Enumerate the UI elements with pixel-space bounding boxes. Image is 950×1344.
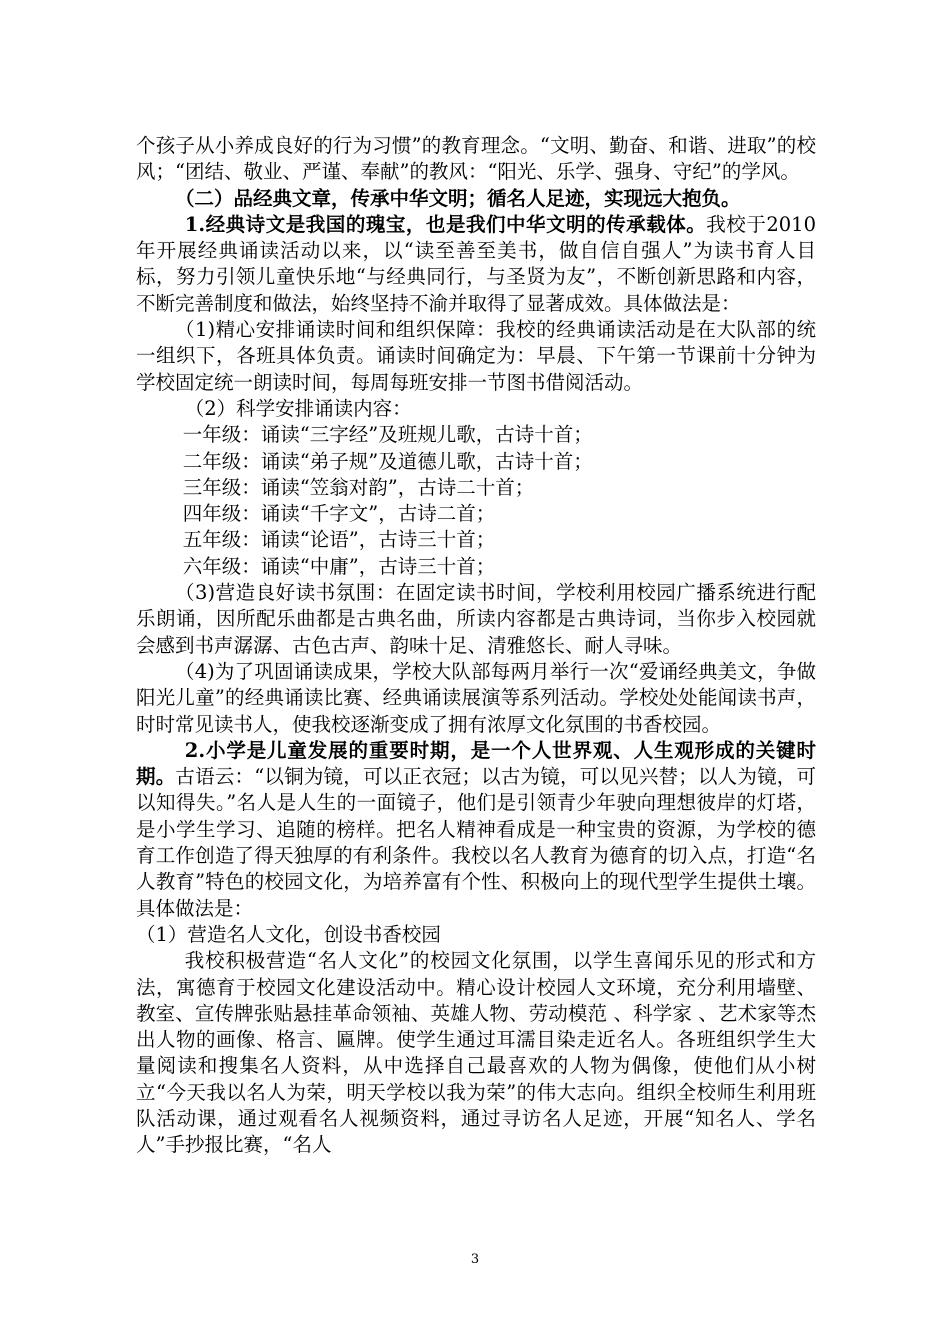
item-3: （3)营造良好读书氛围：在固定读书时间，学校利用校园广播系统进行配乐朗诵，因所配乐曲都是古典名曲，所读内容都是古典诗词，当你步入校园就会感到书声潺潺、古色古声、韵味十足、清雅悠长、耐人寻味。 <box>136 581 816 657</box>
grade-line-5: 五年级：诵读“论语”，古诗三十首； <box>182 528 496 552</box>
item-1: （1)精心安排诵读时间和组织保障：我校的经典诵读活动是在大队部的统一组织下，各班具体负责。诵读时间确定为：早晨、下午第一节课前十分钟为学校固定统一朗读时间，每周每班安排一节图书借阅活动。 <box>136 318 816 394</box>
page-number: 3 <box>470 1252 480 1267</box>
paragraph-classics-body: 我校于2010年开展经典诵读活动以来，以“读至善至美书，做自信自强人”为读书育人目标，努力引领儿童快乐地“与经典同行，与圣贤为友”，不断创新思路和内容，不断完善制度和做法，始终坚持不渝并取得了显著成效。具体做法是： <box>136 212 816 315</box>
paragraph-role-models <box>136 738 816 922</box>
paragraph-culture: 我校积极营造“名人文化”的校园文化氛围，以学生喜闻乐见的形式和方法，寓德育于校园文化建设活动中。精心设计校园人文环境，充分利用墙壁、教室、宣传牌张贴悬挂革命领袖、英雄人物、劳动模范 、科学家 、艺术家等杰出人物的画像、格言、匾牌。使学生通过耳濡目染走近名人。各班组织学生大量阅读和搜集名人资料，从中选择自己最喜欢的人物为偶像，使他们从小树立“今天我以名人为荣，明天学校以我为荣”的伟大志向。组织全校师生利用班队活动课，通过观看名人视频资料，通过寻访名人足迹，开展“知名人、学名人”手抄报比赛，“名人 <box>136 949 816 1157</box>
paragraph-role-models-body: 古语云：“以铜为镜，可以正衣冠；以古为镜，可以见兴替；以人为镜，可以知得失。”名人是人生的一面镜子，他们是引领青少年驶向理想彼岸的灯塔，是小学生学习、追随的榜样。把名人精神看成是一种宝贵的资源，为学校的德育工作创造了得天独厚的有利条件。我校以名人教育为德育的切入点，打造“名人教育”特色的校园文化，为培养富有个性、积极向上的现代型学生提供土壤。具体做法是： <box>136 765 816 920</box>
grade-line-2: 二年级：诵读“弟子规”及道德儿歌，古诗十首； <box>182 449 593 473</box>
subheading-1: （1）营造名人文化，创设书香校园 <box>136 922 441 946</box>
section-heading: （二）品经典文章，传承中华文明；循名人足迹，实现远大抱负。 <box>175 186 741 210</box>
paragraph-classics <box>136 212 816 317</box>
grade-line-4: 四年级：诵读“千字文”，古诗二首； <box>182 502 496 526</box>
item-2: （2）科学安排诵读内容： <box>184 396 412 420</box>
document-body <box>136 133 816 1159</box>
paragraph-classics-lead: 1.经典诗文是我国的瑰宝，也是我们中华文明的传承载体。 <box>184 212 707 236</box>
item-4: （4)为了巩固诵读成果，学校大队部每两月举行一次“爱诵经典美文，争做阳光儿童”的经典诵读比赛、经典诵读展演等系列活动。学校处处能闻读书声，时时常见读书人，使我校逐渐变成了拥有浓厚文化氛围的书香校园。 <box>136 659 816 736</box>
paragraph-intro: 个孩子从小养成良好的行为习惯”的教育理念。“文明、勤奋、和谐、进取”的校风；“团结、敬业、严谨、奉献”的教风：“阳光、乐学、强身、守纪”的学风。 <box>136 134 816 184</box>
paragraph-role-models-lead: 2.小学是儿童发展的重要时期，是一个人世界观、人生观形成的关键时期。 <box>136 738 816 789</box>
grade-line-6: 六年级：诵读“中庸”，古诗三十首； <box>182 554 496 578</box>
grade-line-1: 一年级：诵读“三字经”及班规儿歌，古诗十首； <box>182 423 593 447</box>
grade-line-3: 三年级：诵读“笠翁对韵”，古诗二十首； <box>182 475 535 499</box>
